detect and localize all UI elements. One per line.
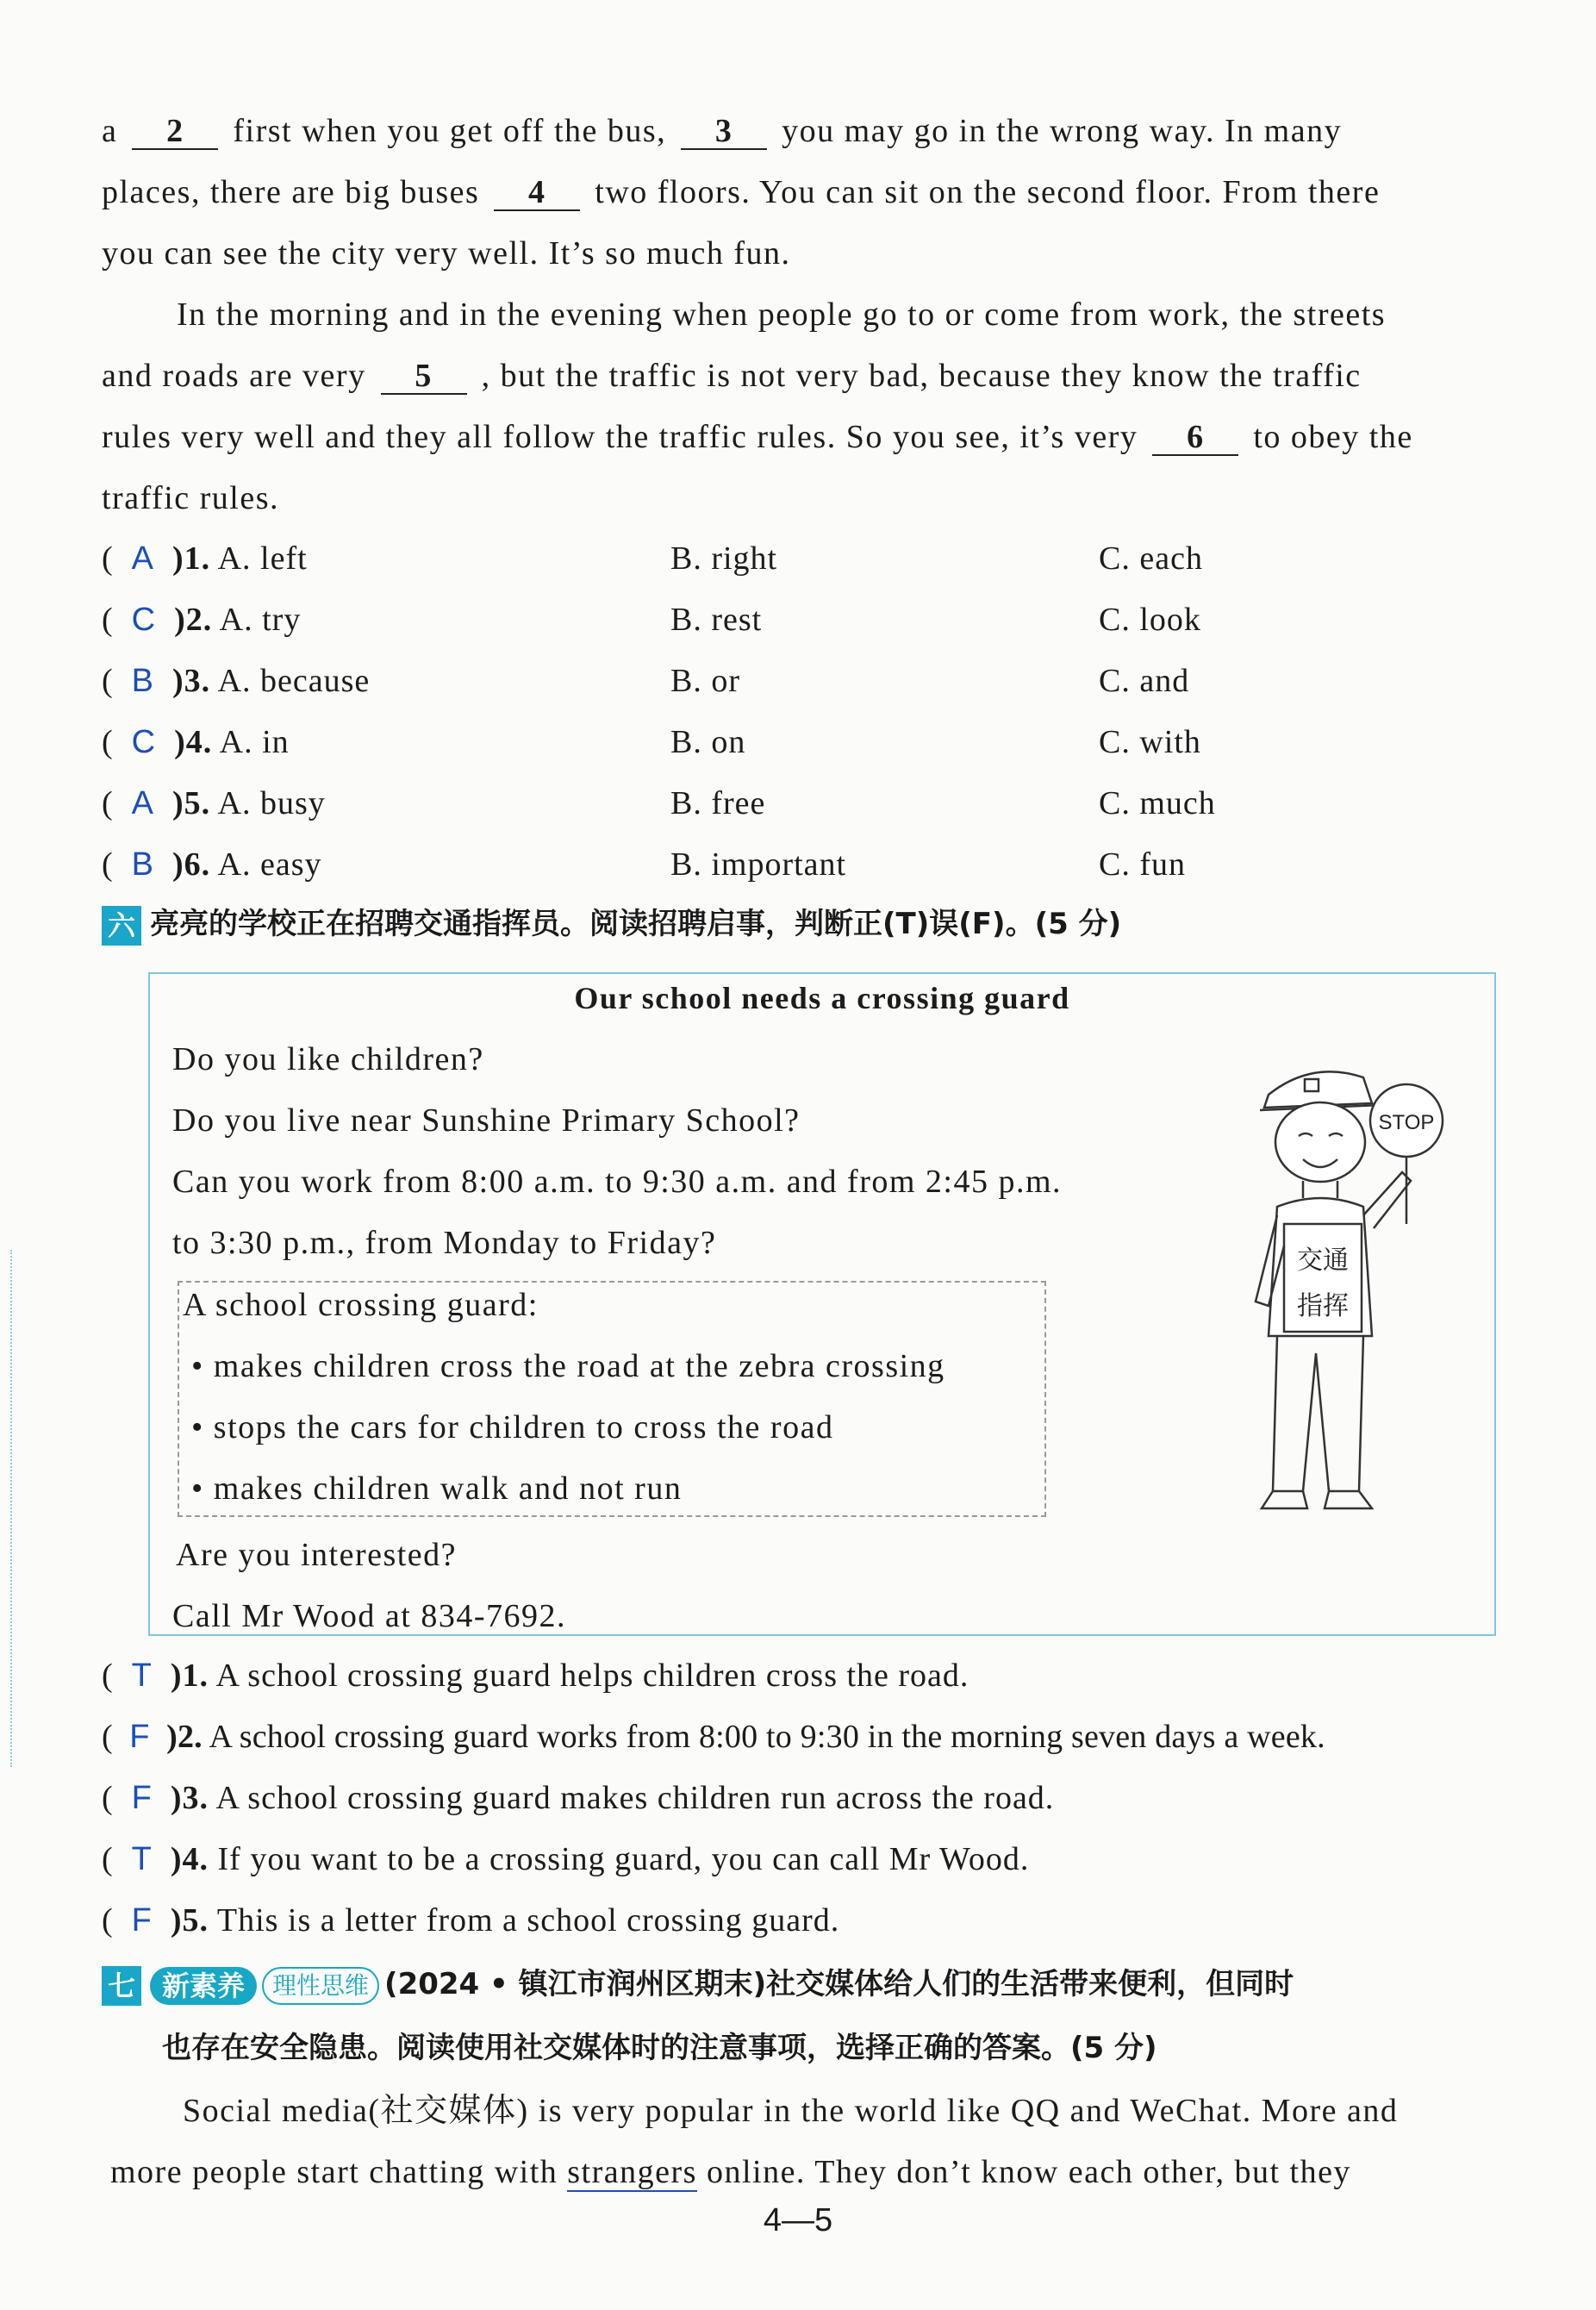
opt-c: C. fun xyxy=(1099,846,1186,883)
section-number-badge: 七 xyxy=(102,1966,141,2006)
crossing-guard-illustration xyxy=(1243,1043,1449,1534)
recruitment-notice xyxy=(148,972,1496,1636)
passage-line-3: you can see the city very well. It’s so much fun. xyxy=(102,235,791,272)
tf-answer: F xyxy=(131,1780,153,1816)
tf-item: ( T )4. If you want to be a crossing guard, you can call Mr Wood. xyxy=(102,1841,1030,1877)
opt-a: A. because xyxy=(217,663,371,699)
opt-b: B. important xyxy=(670,846,847,883)
blank-2: 2 xyxy=(132,114,218,150)
tf-item: ( F )5. This is a letter from a school crossing guard. xyxy=(102,1902,840,1939)
text: rules very well and they all follow the traffic rules. So you see, it’s very xyxy=(102,419,1138,455)
q-num: )5. xyxy=(172,785,211,821)
mc-item: ( A )1. A. left xyxy=(102,540,308,577)
opt-b: B. or xyxy=(670,663,740,699)
q-num: )1. xyxy=(170,1658,209,1694)
q-num: )6. xyxy=(172,846,211,883)
blank-6: 6 xyxy=(1152,420,1238,456)
passage2-line-1: Social media(社交媒体) is very popular in the world like QQ and WeChat. More and xyxy=(183,2093,1399,2129)
passage2-line-2 xyxy=(110,2150,1536,2194)
q-num: )1. xyxy=(172,540,211,577)
duties-heading: A school crossing guard: xyxy=(183,1287,539,1323)
passage-line-5 xyxy=(102,353,1536,398)
duty-item: • stops the cars for children to cross the road xyxy=(191,1409,834,1445)
stop-sign-text: STOP xyxy=(1378,1111,1435,1134)
q-num: )4. xyxy=(174,724,213,760)
section-title-line-1: (2024 • 镇江市润州区期末)社交媒体给人们的生活带来便利，但同时 xyxy=(384,1967,1294,2001)
tf-item: ( F )2. A school crossing guard works from 8:00 to 9:30 in the morning seven days a week. xyxy=(102,1719,1325,1755)
tf-statement: This is a letter from a school crossing guard. xyxy=(216,1902,840,1939)
opt-b: B. on xyxy=(670,724,746,760)
section-7-heading xyxy=(102,1962,1294,2007)
opt-a: A. try xyxy=(219,602,302,638)
tf-answer: F xyxy=(131,1902,153,1939)
opt-c: C. look xyxy=(1099,602,1201,638)
duty-item: • makes children walk and not run xyxy=(191,1470,683,1507)
blank-4: 4 xyxy=(494,175,580,211)
q-num: )2. xyxy=(174,602,213,638)
margin-decoration xyxy=(0,1250,12,1767)
mc-answer: B xyxy=(131,846,155,883)
opt-a: A. in xyxy=(219,724,290,760)
passage-line-2 xyxy=(102,170,1536,215)
section-7-heading-line-2: 也存在安全隐患。阅读使用社交媒体时的注意事项，选择正确的答案。(5 分) xyxy=(162,2031,1157,2065)
tf-answer: F xyxy=(129,1719,150,1755)
q-num: )3. xyxy=(170,1780,209,1816)
text: online. They don’t know each other, but they xyxy=(706,2154,1351,2190)
tf-statement: A school crossing guard makes children run across the road. xyxy=(215,1780,1055,1816)
text: and roads are very xyxy=(102,358,366,394)
tf-item: ( T )1. A school crossing guard helps children cross the road. xyxy=(102,1658,969,1694)
tf-statement: A school crossing guard works from 8:00 to 9:30 in the morning seven days a week. xyxy=(209,1719,1325,1755)
mc-item: ( B )3. A. because xyxy=(102,663,371,699)
passage-line-7: traffic rules. xyxy=(102,480,279,516)
section-title: 亮亮的学校正在招聘交通指挥员。阅读招聘启事，判断正(T)误(F)。(5 分) xyxy=(150,907,1122,941)
text: , but the traffic is not very bad, because they know the traffic xyxy=(481,358,1362,394)
mc-answer: A xyxy=(131,540,155,577)
mc-answer: C xyxy=(131,724,157,760)
tf-answer: T xyxy=(131,1841,153,1877)
tf-statement: A school crossing guard helps children cross the road. xyxy=(215,1658,969,1694)
mc-answer: B xyxy=(131,663,155,699)
mc-item: ( C )2. A. try xyxy=(102,602,302,638)
page-number: 4—5 xyxy=(763,2202,833,2238)
duty-item: • makes children cross the road at the zebra crossing xyxy=(191,1348,945,1384)
text: two floors. You can sit on the second floor. From there xyxy=(595,174,1381,210)
text: you may go in the wrong way. In many xyxy=(782,113,1343,149)
mc-answer: C xyxy=(131,602,157,638)
opt-a: A. easy xyxy=(217,846,322,883)
rational-thinking-tag: 理性思维 xyxy=(262,1967,379,2005)
q-num: )2. xyxy=(166,1719,203,1755)
text: more people start chatting with xyxy=(110,2154,558,2190)
q-num: )5. xyxy=(170,1902,209,1939)
opt-c: C. each xyxy=(1099,540,1203,577)
notice-interest: Are you interested? xyxy=(176,1537,458,1573)
mc-item: ( C )4. A. in xyxy=(102,724,290,760)
q-num: )3. xyxy=(172,663,211,699)
duties-box xyxy=(178,1281,1046,1517)
blank-5: 5 xyxy=(381,359,467,395)
section-6-heading xyxy=(102,902,1121,946)
notice-call: Call Mr Wood at 834-7692. xyxy=(172,1598,566,1634)
mc-answer: A xyxy=(131,785,155,821)
passage-line-6 xyxy=(102,415,1536,459)
opt-c: C. much xyxy=(1099,785,1216,821)
blank-3: 3 xyxy=(681,114,767,150)
opt-b: B. free xyxy=(670,785,766,821)
mc-item: ( A )5. A. busy xyxy=(102,785,326,821)
notice-q4: to 3:30 p.m., from Monday to Friday? xyxy=(172,1225,717,1261)
vest-label-1: 交通 xyxy=(1297,1246,1349,1276)
notice-q1: Do you like children? xyxy=(172,1041,484,1077)
notice-title: Our school needs a crossing guard xyxy=(574,981,1070,1015)
text: to obey the xyxy=(1253,419,1413,455)
mc-item: ( B )6. A. easy xyxy=(102,846,322,883)
passage-line-4: In the morning and in the evening when people go to or come from work, the streets xyxy=(177,297,1387,333)
opt-b: B. rest xyxy=(670,602,763,638)
opt-c: C. and xyxy=(1099,663,1190,699)
notice-q2: Do you live near Sunshine Primary School? xyxy=(172,1102,801,1139)
notice-q3: Can you work from 8:00 a.m. to 9:30 a.m. and from 2:45 p.m. xyxy=(172,1164,1063,1200)
text: a xyxy=(102,113,118,149)
passage-line-1 xyxy=(102,109,1536,153)
section-number-badge: 六 xyxy=(102,906,141,946)
tf-item: ( F )3. A school crossing guard makes children run across the road. xyxy=(102,1780,1055,1816)
text: places, there are big buses xyxy=(102,174,480,210)
text: first when you get off the bus, xyxy=(233,113,667,149)
opt-a: A. left xyxy=(217,540,308,577)
opt-a: A. busy xyxy=(217,785,326,821)
q-num: )4. xyxy=(170,1841,209,1877)
new-literacy-tag: 新素养 xyxy=(150,1967,257,2005)
vest-label-2: 指挥 xyxy=(1297,1291,1349,1321)
opt-b: B. right xyxy=(670,540,778,577)
tf-answer: T xyxy=(131,1658,153,1694)
opt-c: C. with xyxy=(1099,724,1201,760)
tf-statement: If you want to be a crossing guard, you can call Mr Wood. xyxy=(217,1841,1030,1877)
underlined-word: strangers xyxy=(567,2154,697,2190)
